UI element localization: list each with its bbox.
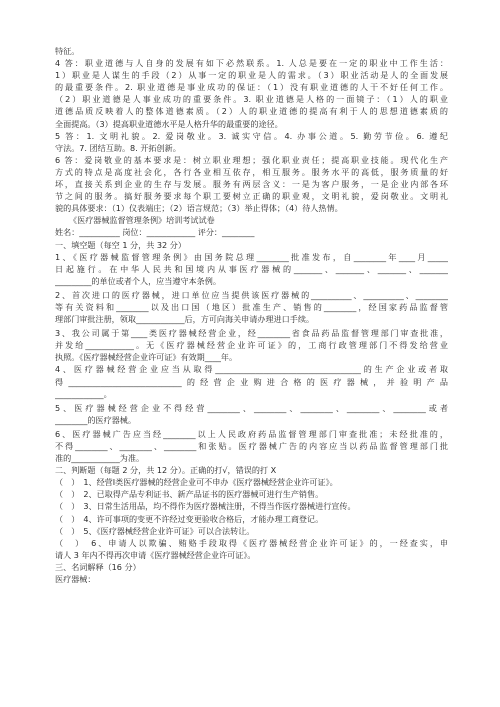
question-line: 1、《医疗器械监督管理条例》由国务院总理________批准发布，自________年____月_____: [55, 251, 448, 262]
judgement-item: （ ） 4、许可事项的变更不许经过变更验收合格后，才能办理工商登记。: [55, 513, 324, 524]
question-line: 6、医疗器械广告应当经________以上人民政府药品监督管理部门审查批准；未经批准的，: [55, 428, 448, 439]
judgement-item-continued: 请人 3 年内不得再次申请《医疗器械经营企业许可证》。: [55, 549, 256, 560]
question-line: 准的____________为准。: [55, 453, 145, 464]
judgement-item: （ ） 3、日常生活用品，均不得作为医疗器械注册，不得当作医疗器械进行宣传。: [55, 501, 356, 512]
text-line: 特征。: [55, 46, 80, 56]
question-line: 得____________________________的经营企业购进合格的医疗器械，并验明产品: [55, 376, 448, 387]
text-line: 方式的特点是高度社会化，各行各业相互依存，相互服务。服务水平的高低，服务质量的好: [55, 166, 448, 177]
text-line: 的最重要条件。2. 职业道德是事业成功的保证：（1）没有职业道德的人干不好任何工作。: [55, 82, 448, 93]
question-line: ________的医疗器械。: [55, 414, 136, 425]
question-line: 5、医疗器械经营企业不得经营________、________、________、________、________或者: [55, 402, 448, 413]
question-line: 执照。《医疗器械经营企业许可证》有效期____年。: [55, 352, 238, 363]
text-line: 貌的具体要求：（1）仪表端庄；（2）语言规范；（3）举止得体；（4）待人热情。: [55, 203, 343, 214]
question-line: 并发给____________。无《医疗器械经营企业许可证》的，工商行政管理部门不得发给营业: [55, 340, 448, 351]
text-line: 6 答：爱岗敬业的基本要求是：树立职业理想；强化职业责任；提高职业技能。现代化生产: [55, 154, 448, 165]
question-line: 日起施行。在中华人民共和国境内从事医疗器械的_______、_______、_______、_______: [55, 263, 448, 274]
text-line: （2）职业道德是人事业成功的重要条件。3. 职业道德是人格的一面镜子：（1）人的职业: [55, 94, 448, 105]
question-line: ____________。: [55, 388, 112, 399]
text-line: 全面提高。（3）提高职业道德水平是人格升华的最重要的途径。: [55, 118, 283, 129]
definition-term: 医疗器械：: [55, 574, 96, 585]
text-line: 4 答：职业道德与人自身的发展有如下必然联系。1. 人总是要在一定的职业中工作生活：: [55, 58, 448, 69]
name-position-score-line: 姓名：__________ 岗位：____________ 评分：________: [55, 227, 255, 238]
judgement-item: （ ） 1、经营Ⅰ类医疗器械的经营企业可不申办《医疗器械经营企业许可证》。: [55, 477, 338, 488]
section-heading-true-false: 二、判断题（每题 2 分，共 12 分）。正确的打√，错误的打 X: [55, 465, 277, 476]
question-line: 理部门审批注册，领取____________后，方可向海关申请办理进口手续。: [55, 314, 315, 325]
question-line: 不得________、________、________和张贴。医疗器械广告的内容应当以药品监督管理部门批: [55, 441, 448, 451]
text-line: 坏，直接关系到企业的生存与发展。服务有两层含义：一是为客户服务，一是企业内部各环: [55, 179, 448, 190]
exam-title: 《医疗器械监督管理条例》培训考试试卷: [69, 215, 215, 226]
judgement-item: （ ） 5、《医疗器械经营企业许可证》可以合法转让。: [55, 525, 255, 536]
section-heading-fill-in: 一、填空题（每空 1 分，共 32 分）: [55, 239, 186, 250]
judgement-item: （ ） 2、已取得产品专利证书、新产品证书的医疗器械可进行生产销售。: [55, 489, 324, 500]
question-line: 2、首次进口的医疗器械，进口单位应当提供该医疗器械的__________、__________、________: [55, 289, 448, 300]
text-line: 守法。7. 团结互助。8. 开拓创新。: [55, 142, 181, 153]
text-line: 节之间的服务。搞好服务要求每个职工要树立正确的职业观，文明礼貌，爱岗敬业。文明礼: [55, 191, 448, 202]
question-line: _________的单位或者个人，应当遵守本条例。: [55, 275, 221, 286]
judgement-item: （ ） 6、申请人以欺骗、贿赂手段取得《医疗器械经营企业许可证》的，一经查实，申: [55, 537, 448, 548]
text-line: 1）职业是人谋生的手段（2）从事一定的职业是人的需求。（3）职业活动是人的全面发展: [55, 70, 448, 81]
question-line: 3、我公司属于第____类医疗器械经营企业，经________省食品药品监督管理部门审查批准，: [55, 328, 448, 339]
question-line: 等有关资料和________以及出口国（地区）批准生产、销售的________，经国家药品监督管: [55, 301, 448, 312]
text-line: 5 答：1. 文明礼貌。2. 爱岗敬业。3. 诚实守信。4. 办事公道。5. 勤劳节俭。6. 遵纪: [55, 130, 448, 141]
question-line: 4、医疗器械经营企业应当从取得____________________________________的生产企业或者取: [55, 364, 448, 375]
section-heading-definitions: 三、名词解释（16 分）: [55, 561, 141, 572]
text-line: 道德品质反映着人的整体道德素质。（2）人的职业道德的提高有利于人的思想道德素质的: [55, 106, 448, 117]
